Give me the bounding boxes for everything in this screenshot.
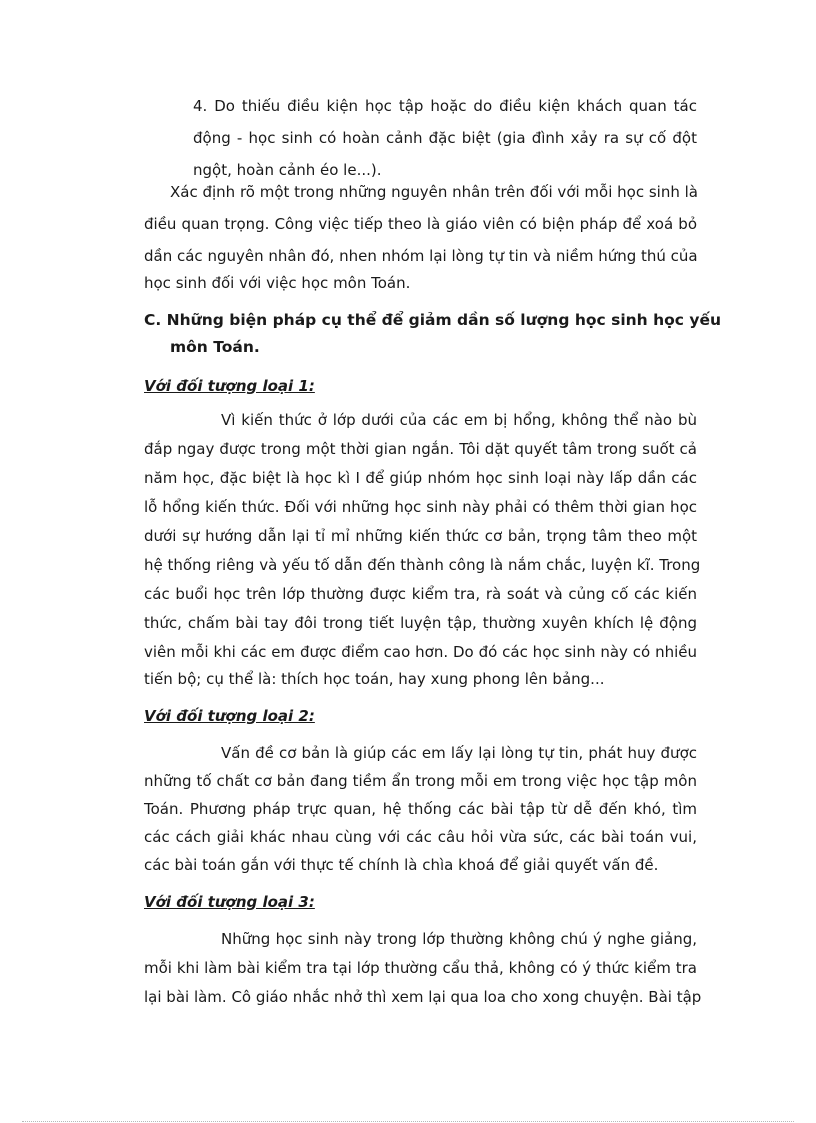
para1-line-3: dần các nguyên nhân đó, nhen nhóm lại lòng tự tin và niềm hứng thú của [144, 247, 698, 265]
section-c-heading-line-1: C. Những biện pháp cụ thể để giảm dần số lượng học sinh học yếu [144, 311, 722, 329]
group3-line-1: Những học sinh này trong lớp thường không chú ý nghe giảng, [221, 930, 697, 948]
para1-line-4: học sinh đối với việc học môn Toán. [144, 274, 411, 292]
group1-line-10: tiến bộ; cụ thể là: thích học toán, hay xung phong lên bảng... [144, 670, 605, 688]
group1-line-7: các buổi học trên lớp thường được kiểm tra, rà soát và củng cố các kiến [144, 585, 697, 603]
page-bottom-dotted-rule [22, 1121, 794, 1122]
item4-line-3: ngột, hoàn cảnh éo le...). [193, 161, 382, 179]
para1-line-2: điều quan trọng. Công việc tiếp theo là giáo viên có biện pháp để xoá bỏ [144, 215, 697, 233]
group1-line-2: đắp ngay được trong một thời gian ngắn. Tôi dặt quyết tâm trong suốt cả [144, 440, 697, 458]
para1-line-1: Xác định rõ một trong những nguyên nhân trên đối với mỗi học sinh là [170, 183, 698, 201]
group3-line-2: mỗi khi làm bài kiểm tra tại lớp thường cẩu thả, không có ý thức kiểm tra [144, 959, 697, 977]
group1-line-4: lỗ hổng kiến thức. Đối với những học sinh này phải có thêm thời gian học [144, 498, 697, 516]
group3-line-3: lại bài làm. Cô giáo nhắc nhở thì xem lại qua loa cho xong chuyện. Bài tập [144, 988, 702, 1006]
item4-line-1: 4. Do thiếu điều kiện học tập hoặc do điều kiện khách quan tác [193, 97, 697, 115]
group1-line-9: viên mỗi khi các em được điểm cao hơn. Do đó các học sinh này có nhiều [144, 643, 697, 661]
group2-line-5: các bài toán gắn với thực tế chính là chìa khoá để giải quyết vấn đề. [144, 856, 659, 874]
group1-title: Với đối tượng loại 1: [144, 377, 315, 395]
group2-line-3: Toán. Phương pháp trực quan, hệ thống các bài tập từ dễ đến khó, tìm [144, 800, 697, 818]
group2-line-1: Vấn đề cơ bản là giúp các em lấy lại lòng tự tin, phát huy được [221, 744, 697, 762]
group2-title: Với đối tượng loại 2: [144, 707, 315, 725]
group1-line-6: hệ thống riêng và yếu tố dẫn đến thành công là nắm chắc, luyện kĩ. Trong [144, 556, 701, 574]
group3-title: Với đối tượng loại 3: [144, 893, 315, 911]
group1-line-8: thức, chấm bài tay đôi trong tiết luyện tập, thường xuyên khích lệ động [144, 614, 697, 632]
group2-line-4: các cách giải khác nhau cùng với các câu hỏi vừa sức, các bài toán vui, [144, 828, 697, 846]
item4-line-2: động - học sinh có hoàn cảnh đặc biệt (gia đình xảy ra sự cố đột [193, 129, 697, 147]
section-c-heading-line-2: môn Toán. [170, 338, 260, 356]
group1-line-3: năm học, đặc biệt là học kì I để giúp nhóm học sinh loại này lấp dần các [144, 469, 697, 487]
group1-line-5: dưới sự hướng dẫn lại tỉ mỉ những kiến thức cơ bản, trọng tâm theo một [144, 527, 697, 545]
group2-line-2: những tố chất cơ bản đang tiềm ẩn trong mỗi em trong việc học tập môn [144, 772, 697, 790]
group1-line-1: Vì kiến thức ở lớp dưới của các em bị hổng, không thể nào bù [221, 411, 697, 429]
